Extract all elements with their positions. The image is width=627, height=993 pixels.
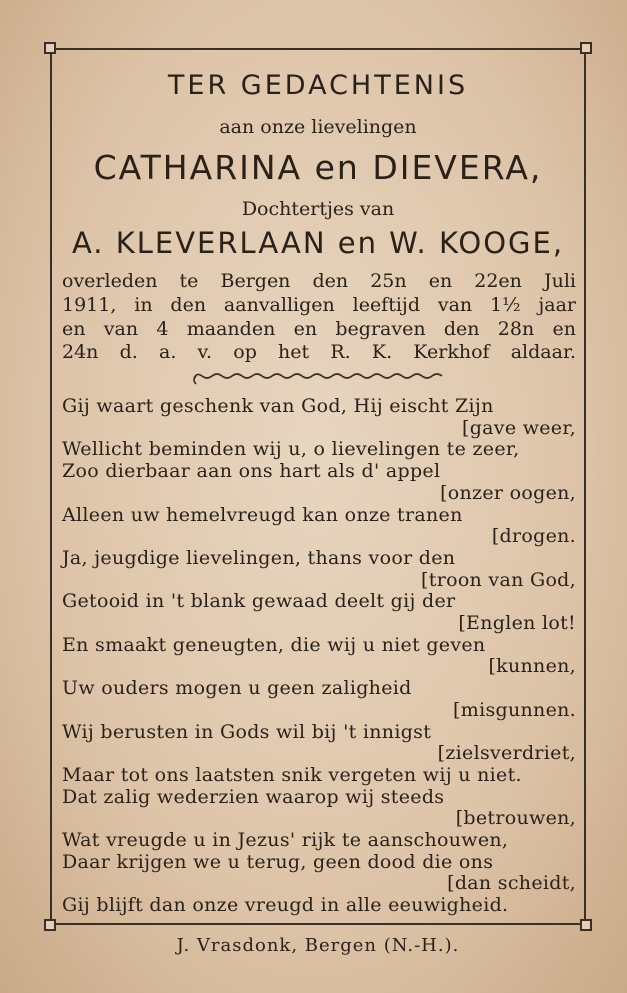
- poem-line: [kunnen,: [488, 655, 576, 678]
- poem-line: Dat zalig wederzien waarop wij steeds: [62, 785, 445, 808]
- card-subtitle: aan onze lievelingen: [219, 116, 417, 138]
- poem-line: Maar tot ons laatsten snik vergeten wij u niet.: [62, 763, 522, 786]
- poem-line: [betrouwen,: [455, 807, 576, 830]
- poem-line: Wij berusten in Gods wil bij 't innigst: [62, 720, 432, 743]
- corner-ornament: [44, 42, 56, 54]
- poem-line: [troon van God,: [421, 568, 576, 591]
- relation-text: Dochtertjes van: [241, 198, 395, 220]
- printer-credit: J. Vrasdonk, Bergen (N.-H.).: [176, 935, 460, 956]
- poem-line: En smaakt geneugten, die wij u niet geven: [62, 633, 486, 656]
- poem-line: Wat vreugde u in Jezus' rijk te aanschouwen,: [62, 829, 509, 851]
- poem-line: Alleen uw hemelvreugd kan onze tranen: [62, 503, 463, 526]
- details-line: overleden te Bergen den 25n en 22en Juli: [62, 270, 576, 292]
- poem-line: Uw ouders mogen u geen zaligheid: [62, 677, 412, 700]
- poem-line: [zielsverdriet,: [437, 742, 576, 765]
- poem-line: Gij waart geschenk van God, Hij eischt Zijn: [62, 395, 494, 417]
- corner-ornament: [44, 919, 56, 931]
- poem-line: Daar krijgen we u terug, geen dood die ons: [62, 850, 494, 873]
- details-line: 1911, in den aanvalligen leeftijd van 1½ jaar: [62, 294, 576, 316]
- card-title: TER GEDACHTENIS: [167, 70, 469, 101]
- details-line: en van 4 maanden en begraven den 28n en: [62, 318, 576, 340]
- details-line: 24n d. a. v. op het R. K. Kerkhof aldaar.: [62, 341, 576, 363]
- deceased-names: CATHARINA en DIEVERA,: [93, 148, 543, 187]
- poem-line: [onzer oogen,: [440, 481, 576, 504]
- poem-line: Getooid in 't blank gewaad deelt gij der: [62, 590, 456, 613]
- poem-line: [Englen lot!: [458, 612, 576, 634]
- poem-line: Gij blijft dan onze vreugd in alle eeuwigheid.: [62, 894, 509, 917]
- poem-line: [gave weer,: [461, 416, 576, 439]
- poem-line: Zoo dierbaar aan ons hart als d' appel: [62, 460, 441, 483]
- corner-ornament: [580, 919, 592, 931]
- poem-line: [dan scheidt,: [447, 872, 576, 895]
- parent-names: A. KLEVERLAAN en W. KOOGE,: [71, 226, 565, 260]
- wave-divider-icon: [190, 368, 450, 386]
- poem-line: Ja, jeugdige lievelingen, thans voor den: [62, 546, 456, 569]
- corner-ornament: [580, 42, 592, 54]
- poem-line: Wellicht beminden wij u, o lievelingen te zeer,: [62, 438, 520, 461]
- poem-line: [drogen.: [491, 525, 576, 548]
- poem-line: [misgunnen.: [453, 698, 576, 721]
